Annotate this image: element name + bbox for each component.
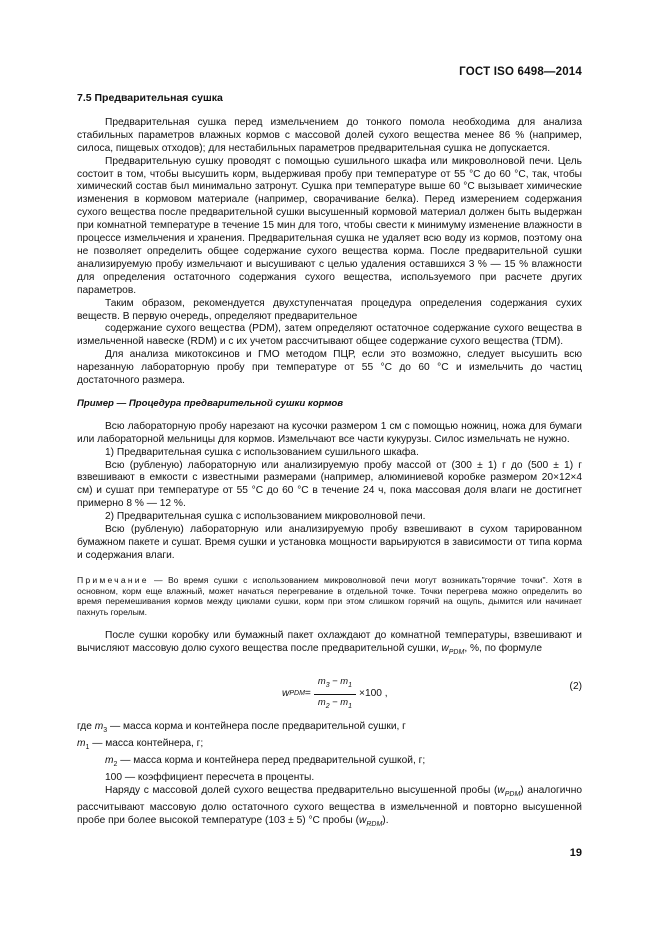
document-id: ГОСТ ISO 6498—2014 <box>459 66 582 78</box>
paragraph: Всю лабораторную пробу нарезают на кусочки размером 1 см с помощью ножниц, ножа для бумаги или лабораторной мельницы для кормов. Измельчают все части кукурузы. Силос измельчать не нужно. <box>77 420 582 445</box>
paragraph: 2) Предварительная сушка с использованием микроволновой печи. <box>105 511 426 523</box>
where-coef: 100 — коэффициент пересчета в проценты. <box>105 772 315 784</box>
content <box>77 92 582 832</box>
paragraph: Всю (рубленую) лабораторную или анализируемую пробу массой от (300 ± 1) г до (500 ± 1) г взвешивают в емкости с известными размерами (например, алюминиевой коробке размером 20×12×4 см) и сушат при температуре от 55 °С до 60 °С в течение 24 ч, пока массовая доля влаги не достигнет примерно 8 % — 12 %. <box>77 459 582 510</box>
where-list <box>77 721 582 785</box>
section-title: 7.5 Предварительная сушка <box>77 92 223 104</box>
formula-body: w PDM = $\frac{m_3 - m_1}{m_2 - m_1}$ ×100 , <box>282 675 388 714</box>
where-item: где $m_3$ — масса корма и контейнера после предварительной сушки, г <box>77 721 406 735</box>
paragraph: Всю (рубленую) лабораторную или анализируемую пробу взвешивают в сухом тарированном бумажном пакете и сушат. Время сушки и установка мощности варьируются в зависимости от типа корма и содержания влаги. <box>77 524 582 561</box>
paragraph: Для анализа микотоксинов и ГМО методом ПЦР, если это возможно, следует высушить всю нарезанную лабораторную пробу при температуре от 55 °С до 60 °С и измельчить до частиц достаточного размера. <box>77 349 582 387</box>
paragraph: Предварительную сушку проводят с помощью сушильного шкафа или микроволновой печи. Цель состоит в том, чтобы высушить корм, выдерживая пробу при температуре от 55 °С до 60 °С, так, чтобы химический состав был минимально затронут. Сушка при температуре выше 60 °С вызывает химические изменения в кормовом материале (например, сворачивание белка). Перед измерением содержания сухого вещества после предварительной сушки высушенный кормовой материал должен быть выдержан при комнатной температуре в течение 15 мин для того, чтобы свести к минимуму изменение влажности в процессе измельчения и хранения. Предварительная сушка не удаляет всю воду из кормов, поэтому она не позволяет определить общее содержание сухого вещества корма. После предварительной сушки анализируемую пробу измельчают и высушивают с целью удаления оставшихся 3 % — 15 % влажности для определения остаточного содержания сухого вещества, используемого при расчете других параметров. <box>77 155 582 296</box>
example-title: Пример — Процедура предварительной сушки кормов <box>77 397 344 409</box>
formula-fraction: $\frac{m_3 - m_1}{m_2 - m_1}$ <box>314 675 356 714</box>
paragraph: После сушки коробку или бумажный пакет охлаждают до комнатной температуры, взвешивают и вычисляют массовую долю сухого вещества после предварительной сушки, $w_{PDM}$, %, по формуле <box>77 629 582 656</box>
page-number: 19 <box>569 847 582 859</box>
formula-2 <box>77 667 582 713</box>
paragraph: Наряду с массовой долей сухого вещества предварительно высушенной пробы $(w_{PDM})$ аналогично рассчитывают массовую долю остаточного сухого вещества в измельченной и повторно высушенной пробе при более высокой температуре (103 ± 5) °С пробы $(w_{RDM})$. <box>77 785 582 829</box>
where-item: $m_2$ — масса корма и контейнера перед предварительной сушкой, г; <box>105 755 426 769</box>
note-label: Примечание <box>77 574 149 585</box>
formula-number: (2) <box>569 681 582 693</box>
note <box>77 575 582 618</box>
where-item: $m_1$ — масса контейнера, г; <box>77 738 204 752</box>
paragraph: 1) Предварительная сушка с использованием сушильного шкафа. <box>105 446 419 458</box>
paragraph: Предварительная сушка перед измельчением до тонкого помола необходима для анализа стабильных параметров влажных кормов с массовой долей сухого вещества менее 86 % (например, силоса, пищевых отходов); для нестабильных параметров предварительная сушка не допускается. <box>77 116 582 154</box>
note-text: — Во время сушки с использованием микроволновой печи могут возникать"горячие точки". Хотя в основном, корм еще влажный, может начаться перегревание в отдельной точке. Точки перегрева можно определить во время перемешивания кормов между циклами сушки, корм при этом слишком горячий на ощупь, дымится или начинает пахнуть горелым. <box>77 574 582 617</box>
paragraph: Таким образом, рекомендуется двухступенчатая процедура определения содержания сухих веществ. В первую очередь, определяют предварительное <box>77 297 582 322</box>
paragraph: содержание сухого вещества (PDM), затем определяют остаточное содержание сухого вещества в измельченной навеске (RDM) и с их учетом рассчитывают общее содержание сухого вещества (TDM). <box>77 323 582 348</box>
